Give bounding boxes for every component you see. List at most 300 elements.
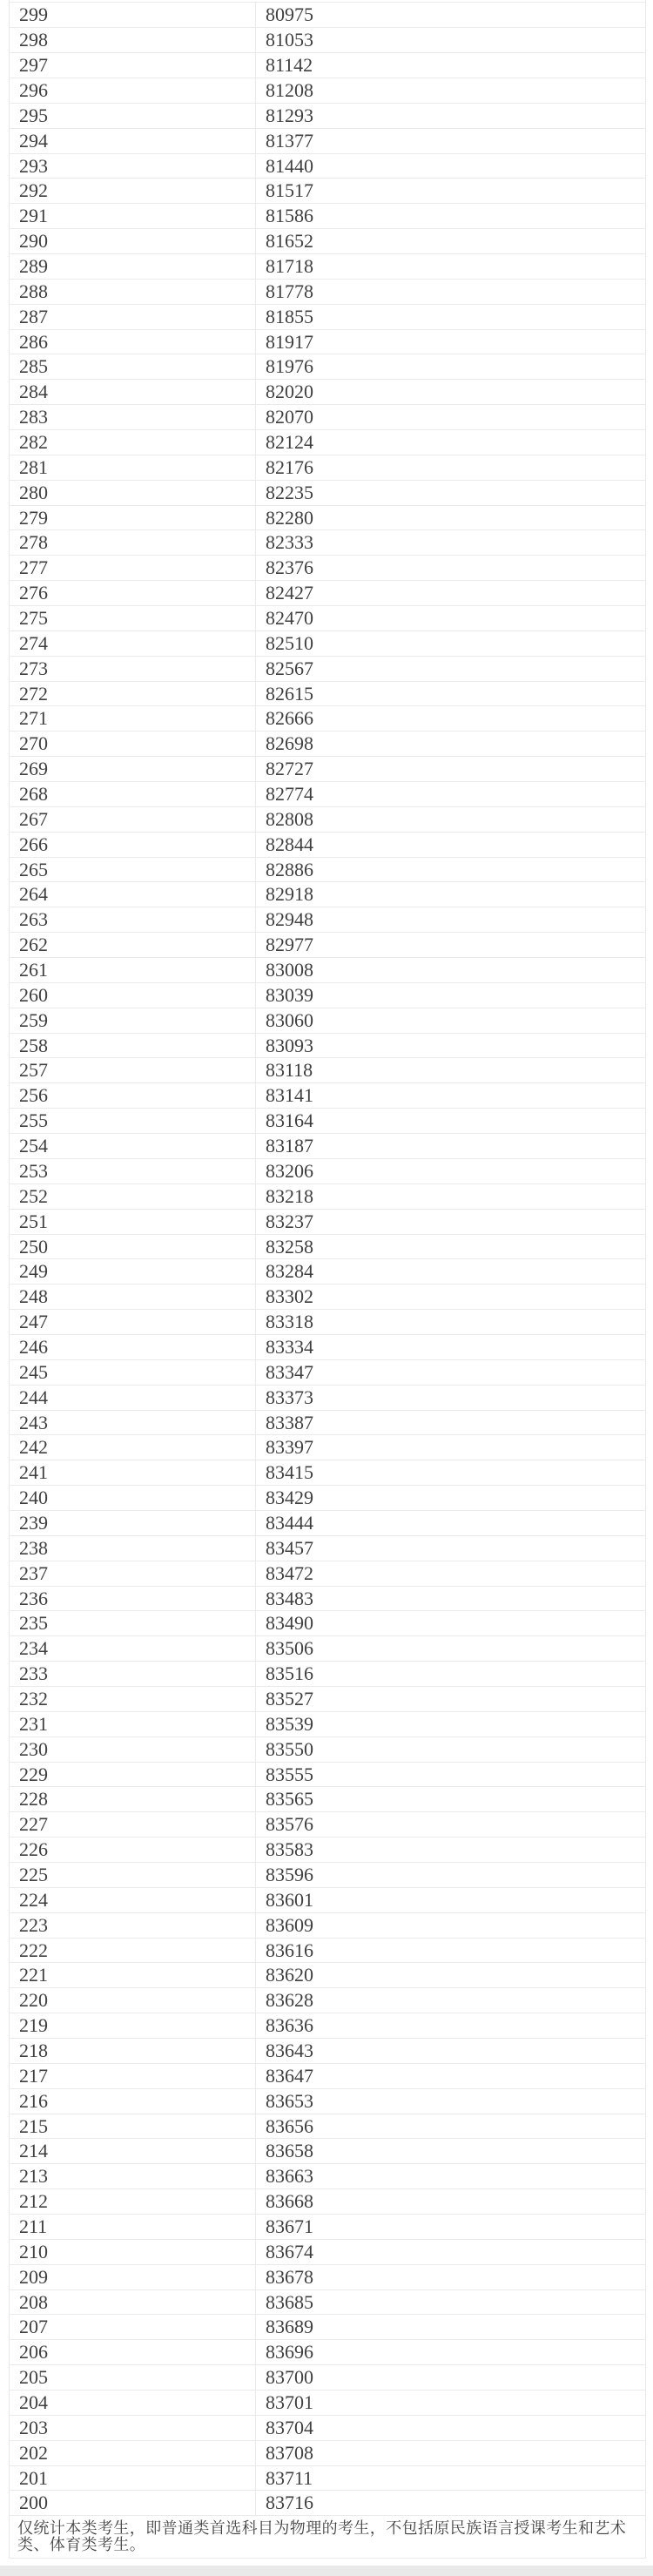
table-row — [10, 1210, 645, 1235]
table-row — [10, 380, 645, 405]
table-row — [10, 455, 645, 481]
table-row — [10, 1360, 645, 1386]
table-row — [10, 1259, 645, 1285]
table-row — [10, 1159, 645, 1184]
table-row — [10, 129, 645, 154]
cumulative-count-cell: 82176 — [255, 455, 645, 480]
cumulative-count-cell: 83302 — [255, 1285, 645, 1309]
score-cell: 201 — [19, 2466, 48, 2489]
score-cell: 202 — [19, 2441, 48, 2464]
score-cell: 262 — [19, 934, 48, 956]
cumulative-count-cell: 83601 — [255, 1888, 645, 1912]
table-row — [10, 1008, 645, 1034]
table-row — [10, 958, 645, 983]
table-row — [10, 1335, 645, 1360]
score-cell: 290 — [19, 230, 48, 253]
table-row — [10, 2089, 645, 2114]
score-cell: 239 — [19, 1511, 48, 1534]
score-cell: 297 — [19, 54, 48, 77]
table-row — [10, 2039, 645, 2064]
score-cell: 237 — [19, 1561, 48, 1584]
cumulative-count-cell: 83555 — [255, 1763, 645, 1787]
cumulative-count-cell: 83668 — [255, 2189, 645, 2214]
score-cell: 276 — [19, 582, 48, 604]
table-row — [10, 833, 645, 858]
table-body — [10, 3, 645, 2516]
cumulative-count-cell: 81293 — [255, 104, 645, 128]
table-row — [10, 1737, 645, 1763]
score-cell: 295 — [19, 104, 48, 126]
cumulative-count-cell: 82886 — [255, 858, 645, 882]
table-row — [10, 1888, 645, 1913]
score-cell: 271 — [19, 707, 48, 730]
score-cell: 254 — [19, 1135, 48, 1157]
table-row — [10, 631, 645, 657]
score-cell: 243 — [19, 1411, 48, 1433]
footnote: 仅统计本类考生，即普通类首选科目为物理的考生，不包括原民族语言授课考生和艺术类、体育类考生。 — [10, 2516, 645, 2559]
cumulative-count-cell: 83472 — [255, 1561, 645, 1586]
table-row — [10, 757, 645, 782]
cumulative-count-cell: 83483 — [255, 1587, 645, 1611]
cumulative-count-cell: 83671 — [255, 2215, 645, 2239]
bottom-separator — [0, 2566, 653, 2576]
score-cell: 298 — [19, 29, 48, 51]
cumulative-count-cell: 83701 — [255, 2391, 645, 2415]
table-row — [10, 3, 645, 28]
score-cell: 211 — [19, 2215, 48, 2238]
cumulative-count-cell: 81053 — [255, 28, 645, 52]
table-row — [10, 807, 645, 833]
score-cell: 216 — [19, 2089, 48, 2112]
cumulative-count-cell: 83708 — [255, 2441, 645, 2465]
table-row — [10, 983, 645, 1008]
table-row — [10, 657, 645, 682]
score-cell: 242 — [19, 1436, 48, 1459]
cumulative-count-cell: 82774 — [255, 782, 645, 806]
score-cell: 223 — [19, 1913, 48, 1936]
cumulative-count-cell: 82918 — [255, 882, 645, 907]
cumulative-count-cell: 83318 — [255, 1310, 645, 1334]
table-row — [10, 1863, 645, 1888]
score-cell: 200 — [19, 2492, 48, 2514]
cumulative-count-cell: 83118 — [255, 1058, 645, 1082]
table-row — [10, 1587, 645, 1612]
cumulative-count-cell: 83653 — [255, 2089, 645, 2114]
cumulative-count-cell: 83415 — [255, 1460, 645, 1485]
score-cell: 293 — [19, 154, 48, 177]
cumulative-count-cell: 82615 — [255, 682, 645, 706]
table-row — [10, 1058, 645, 1083]
cumulative-count-cell: 83674 — [255, 2240, 645, 2264]
score-cell: 205 — [19, 2366, 48, 2389]
table-row — [10, 506, 645, 531]
table-row — [10, 1184, 645, 1210]
cumulative-count-cell: 82698 — [255, 732, 645, 756]
table-row — [10, 2441, 645, 2466]
score-cell: 245 — [19, 1360, 48, 1383]
cumulative-count-cell: 83596 — [255, 1863, 645, 1887]
score-cell: 273 — [19, 657, 48, 679]
table-row — [10, 1411, 645, 1436]
score-cell: 251 — [19, 1210, 48, 1232]
table-row — [10, 1963, 645, 1988]
table-row — [10, 2315, 645, 2340]
cumulative-count-cell: 83373 — [255, 1386, 645, 1410]
score-cell: 212 — [19, 2190, 48, 2213]
table-row — [10, 2265, 645, 2290]
score-cell: 217 — [19, 2064, 48, 2087]
table-row — [10, 2416, 645, 2441]
cumulative-count-cell: 83711 — [255, 2466, 645, 2491]
score-cell: 219 — [19, 2014, 48, 2037]
cumulative-count-cell: 82470 — [255, 606, 645, 631]
cumulative-count-cell: 81976 — [255, 354, 645, 379]
table-row — [10, 933, 645, 958]
table-row — [10, 581, 645, 606]
table-row — [10, 305, 645, 330]
score-cell: 256 — [19, 1084, 48, 1107]
cumulative-count-cell: 83643 — [255, 2039, 645, 2063]
table-row — [10, 1988, 645, 2013]
cumulative-count-cell: 83490 — [255, 1611, 645, 1635]
cumulative-count-cell: 83397 — [255, 1435, 645, 1460]
table-row — [10, 2164, 645, 2189]
table-row — [10, 104, 645, 129]
score-cell: 248 — [19, 1285, 48, 1308]
score-cell: 226 — [19, 1838, 48, 1861]
cumulative-count-cell: 83429 — [255, 1486, 645, 1510]
table-row — [10, 1838, 645, 1863]
cumulative-count-cell: 82727 — [255, 757, 645, 781]
cumulative-count-cell: 83628 — [255, 1988, 645, 2013]
score-cell: 279 — [19, 506, 48, 529]
table-row — [10, 1386, 645, 1411]
table-row — [10, 1561, 645, 1587]
score-cell: 204 — [19, 2391, 48, 2414]
score-cell: 222 — [19, 1939, 48, 1961]
score-cell: 277 — [19, 556, 48, 579]
score-cell: 241 — [19, 1461, 48, 1484]
cumulative-count-cell: 83039 — [255, 983, 645, 1008]
table-row — [10, 1712, 645, 1737]
cumulative-count-cell: 80975 — [255, 3, 645, 27]
cumulative-count-cell: 81517 — [255, 179, 645, 203]
cumulative-count-cell: 83457 — [255, 1536, 645, 1561]
table-row — [10, 907, 645, 933]
table-row — [10, 1486, 645, 1511]
cumulative-count-cell: 83187 — [255, 1134, 645, 1158]
cumulative-count-cell: 83206 — [255, 1159, 645, 1183]
score-cell: 232 — [19, 1687, 48, 1709]
score-cell: 282 — [19, 431, 48, 453]
table-row — [10, 1687, 645, 1712]
table-row — [10, 1285, 645, 1310]
cumulative-count-cell: 81208 — [255, 78, 645, 103]
cumulative-count-cell: 82977 — [255, 933, 645, 957]
score-cell: 220 — [19, 1989, 48, 2012]
cumulative-count-cell: 83506 — [255, 1636, 645, 1661]
cumulative-count-cell: 83658 — [255, 2139, 645, 2163]
cumulative-count-cell: 83663 — [255, 2164, 645, 2188]
cumulative-count-cell: 83008 — [255, 958, 645, 982]
cumulative-count-cell: 83716 — [255, 2491, 645, 2515]
table-row — [10, 229, 645, 254]
table-row — [10, 2391, 645, 2416]
score-cell: 249 — [19, 1260, 48, 1283]
page-gap — [0, 2559, 653, 2566]
table-row — [10, 1636, 645, 1662]
score-cell: 224 — [19, 1888, 48, 1911]
table-row — [10, 706, 645, 732]
score-cell: 240 — [19, 1487, 48, 1509]
score-cell: 227 — [19, 1813, 48, 1836]
cumulative-count-cell: 82427 — [255, 581, 645, 605]
cumulative-count-cell: 83689 — [255, 2315, 645, 2339]
cumulative-count-cell: 83609 — [255, 1913, 645, 1938]
score-cell: 250 — [19, 1235, 48, 1258]
score-cell: 281 — [19, 455, 48, 478]
score-cell: 246 — [19, 1335, 48, 1358]
score-cell: 247 — [19, 1311, 48, 1333]
table-row — [10, 1939, 645, 1964]
cumulative-count-cell: 82808 — [255, 807, 645, 832]
score-cell: 286 — [19, 330, 48, 353]
table-row — [10, 1460, 645, 1486]
cumulative-count-cell: 83565 — [255, 1787, 645, 1811]
table-row — [10, 179, 645, 204]
cumulative-count-cell: 81377 — [255, 129, 645, 153]
score-cell: 214 — [19, 2140, 48, 2162]
table-row — [10, 2013, 645, 2039]
score-cell: 253 — [19, 1159, 48, 1182]
cumulative-count-cell: 82124 — [255, 430, 645, 455]
score-cell: 283 — [19, 406, 48, 428]
cumulative-count-cell: 82376 — [255, 556, 645, 580]
score-cell: 255 — [19, 1109, 48, 1132]
score-cell: 265 — [19, 858, 48, 880]
score-cell: 236 — [19, 1587, 48, 1609]
table-row — [10, 1536, 645, 1561]
table-row — [10, 2064, 645, 2089]
cumulative-count-cell: 83620 — [255, 1963, 645, 1987]
score-cell: 229 — [19, 1763, 48, 1785]
table-row — [10, 1083, 645, 1109]
score-cell: 221 — [19, 1964, 48, 1986]
score-distribution-table — [9, 0, 646, 2559]
table-row — [10, 2466, 645, 2492]
score-cell: 203 — [19, 2416, 48, 2438]
cumulative-count-cell: 81586 — [255, 204, 645, 228]
cumulative-count-cell: 82666 — [255, 706, 645, 731]
cumulative-count-cell: 83696 — [255, 2340, 645, 2364]
table-row — [10, 1109, 645, 1134]
cumulative-count-cell: 83334 — [255, 1335, 645, 1359]
score-cell: 252 — [19, 1184, 48, 1207]
table-row — [10, 530, 645, 556]
score-cell: 238 — [19, 1536, 48, 1559]
cumulative-count-cell: 83347 — [255, 1360, 645, 1385]
cumulative-count-cell: 83678 — [255, 2265, 645, 2289]
score-cell: 230 — [19, 1737, 48, 1760]
score-cell: 267 — [19, 807, 48, 830]
score-cell: 228 — [19, 1788, 48, 1811]
table-row — [10, 1435, 645, 1460]
score-cell: 264 — [19, 883, 48, 906]
cumulative-count-cell: 83656 — [255, 2114, 645, 2139]
cumulative-count-cell: 83060 — [255, 1008, 645, 1033]
cumulative-count-cell: 83700 — [255, 2365, 645, 2390]
score-cell: 215 — [19, 2114, 48, 2137]
table-row — [10, 606, 645, 631]
table-row — [10, 78, 645, 104]
table-row — [10, 2189, 645, 2215]
table-row — [10, 2365, 645, 2391]
table-row — [10, 858, 645, 883]
cumulative-count-cell: 83387 — [255, 1411, 645, 1435]
table-row — [10, 1787, 645, 1812]
cumulative-count-cell: 83616 — [255, 1939, 645, 1963]
score-cell: 261 — [19, 959, 48, 981]
cumulative-count-cell: 83636 — [255, 2013, 645, 2038]
table-row — [10, 330, 645, 355]
table-row — [10, 405, 645, 430]
score-cell: 296 — [19, 78, 48, 101]
cumulative-count-cell: 83550 — [255, 1737, 645, 1762]
score-cell: 244 — [19, 1386, 48, 1408]
table-row — [10, 1763, 645, 1788]
cumulative-count-cell: 83164 — [255, 1109, 645, 1133]
score-cell: 208 — [19, 2290, 48, 2313]
cumulative-count-cell: 83141 — [255, 1083, 645, 1108]
cumulative-count-cell: 82235 — [255, 481, 645, 505]
score-cell: 278 — [19, 531, 48, 554]
score-cell: 291 — [19, 205, 48, 227]
cumulative-count-cell: 81142 — [255, 53, 645, 78]
cumulative-count-cell: 83583 — [255, 1838, 645, 1862]
score-cell: 258 — [19, 1034, 48, 1056]
cumulative-count-cell: 83093 — [255, 1034, 645, 1058]
cumulative-count-cell: 83527 — [255, 1687, 645, 1711]
score-cell: 270 — [19, 732, 48, 755]
table-row — [10, 1913, 645, 1939]
cumulative-count-cell: 82280 — [255, 506, 645, 530]
cumulative-count-cell: 83516 — [255, 1662, 645, 1686]
table-row — [10, 28, 645, 53]
score-cell: 288 — [19, 280, 48, 302]
table-row — [10, 481, 645, 506]
score-cell: 260 — [19, 983, 48, 1006]
table-row — [10, 1662, 645, 1687]
score-cell: 218 — [19, 2040, 48, 2061]
score-cell: 294 — [19, 129, 48, 152]
table-row — [10, 204, 645, 229]
score-cell: 257 — [19, 1059, 48, 1082]
cumulative-count-cell: 81855 — [255, 305, 645, 329]
cumulative-count-cell: 81778 — [255, 280, 645, 304]
cumulative-count-cell: 82070 — [255, 405, 645, 429]
score-cell: 268 — [19, 783, 48, 806]
cumulative-count-cell: 83237 — [255, 1210, 645, 1234]
table-row — [10, 354, 645, 380]
table-row — [10, 2290, 645, 2316]
cumulative-count-cell: 81917 — [255, 330, 645, 354]
table-row — [10, 1034, 645, 1059]
score-cell: 292 — [19, 179, 48, 202]
cumulative-count-cell: 82510 — [255, 631, 645, 656]
score-cell: 272 — [19, 682, 48, 705]
cumulative-count-cell: 82020 — [255, 380, 645, 404]
score-cell: 210 — [19, 2240, 48, 2262]
score-cell: 234 — [19, 1637, 48, 1660]
score-cell: 275 — [19, 607, 48, 630]
table-row — [10, 556, 645, 581]
cumulative-count-cell: 83258 — [255, 1235, 645, 1259]
cumulative-count-cell: 83647 — [255, 2064, 645, 2088]
cumulative-count-cell: 82333 — [255, 530, 645, 555]
cumulative-count-cell: 83704 — [255, 2416, 645, 2440]
table-row — [10, 2240, 645, 2265]
cumulative-count-cell: 81718 — [255, 254, 645, 279]
table-row — [10, 682, 645, 707]
table-row — [10, 2114, 645, 2140]
table-row — [10, 2139, 645, 2164]
cumulative-count-cell: 83284 — [255, 1259, 645, 1284]
table-row — [10, 1511, 645, 1536]
cumulative-count-cell: 83576 — [255, 1812, 645, 1837]
table-row — [10, 2340, 645, 2365]
score-cell: 299 — [19, 3, 48, 26]
score-cell: 259 — [19, 1008, 48, 1031]
table-row — [10, 1134, 645, 1159]
table-row — [10, 732, 645, 757]
score-cell: 274 — [19, 631, 48, 654]
score-cell: 280 — [19, 481, 48, 503]
cumulative-count-cell: 83444 — [255, 1511, 645, 1535]
score-cell: 206 — [19, 2341, 48, 2364]
table-row — [10, 154, 645, 179]
table-row — [10, 53, 645, 78]
cumulative-count-cell: 82567 — [255, 657, 645, 681]
cumulative-count-cell: 83539 — [255, 1712, 645, 1736]
score-cell: 287 — [19, 305, 48, 327]
score-cell: 284 — [19, 381, 48, 403]
table-row — [10, 1611, 645, 1636]
score-cell: 207 — [19, 2316, 48, 2338]
cumulative-count-cell: 81652 — [255, 229, 645, 253]
table-row — [10, 882, 645, 907]
table-row — [10, 430, 645, 455]
cumulative-count-cell: 82948 — [255, 907, 645, 932]
cumulative-count-cell: 82844 — [255, 833, 645, 857]
score-cell: 209 — [19, 2265, 48, 2288]
cumulative-count-cell: 83685 — [255, 2290, 645, 2315]
score-cell: 289 — [19, 254, 48, 277]
score-cell: 263 — [19, 908, 48, 931]
table-row — [10, 280, 645, 305]
table-row — [10, 2491, 645, 2516]
table-row — [10, 782, 645, 807]
score-cell: 269 — [19, 758, 48, 780]
score-cell: 235 — [19, 1612, 48, 1635]
score-cell: 266 — [19, 833, 48, 855]
table-row — [10, 1235, 645, 1260]
table-row — [10, 1812, 645, 1838]
score-cell: 225 — [19, 1863, 48, 1885]
cumulative-count-cell: 83218 — [255, 1184, 645, 1209]
score-cell: 233 — [19, 1662, 48, 1685]
score-cell: 231 — [19, 1712, 48, 1735]
table-row — [10, 1310, 645, 1335]
